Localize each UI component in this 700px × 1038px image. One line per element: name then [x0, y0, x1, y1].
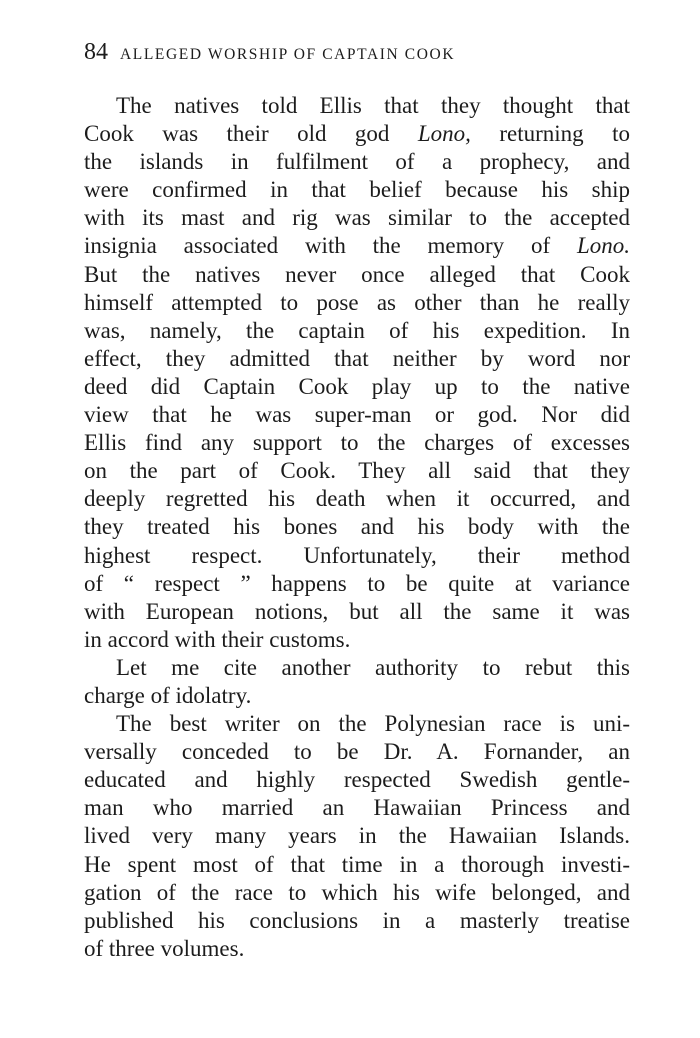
line-text: highest respect. Unfortunately, their method: [84, 542, 630, 568]
line-text: effect, they admitted that neither by word nor: [84, 345, 630, 371]
running-title: ALLEGED WORSHIP OF CAPTAIN COOK: [120, 46, 456, 63]
line-text: was, namely, the captain of his expedition. In: [84, 317, 630, 343]
line-text: versally conceded to be Dr. A. Fornander, an: [84, 739, 630, 765]
line-text: they treated his bones and his body with the: [84, 514, 630, 540]
text-line: [84, 626, 630, 654]
text-line: [84, 513, 630, 541]
text-line: [84, 429, 630, 457]
text-line: [84, 542, 630, 570]
running-head: [84, 40, 630, 74]
paragraph: [84, 654, 630, 710]
text-line: [84, 289, 630, 317]
text-line: [84, 232, 630, 260]
text-line: [84, 738, 630, 766]
text-line: [84, 401, 630, 429]
text-line: [84, 907, 630, 935]
line-text: deed did Captain Cook play up to the native: [84, 373, 630, 399]
line-text: with European notions, but all the same it was: [84, 598, 630, 624]
line-text: He spent most of that time in a thorough investi-: [84, 851, 630, 877]
line-text: with its mast and rig was similar to the accepted: [84, 205, 630, 231]
text-line: [84, 204, 630, 232]
line-text: gation of the race to which his wife belonged, and: [84, 879, 630, 905]
text-line: [84, 120, 630, 148]
line-text: The natives told Ellis that they thought that: [116, 93, 630, 118]
paragraph: [84, 92, 630, 654]
text-line: [84, 317, 630, 345]
italic-word: Lono.: [576, 233, 630, 259]
text-line: [84, 710, 630, 738]
line-text: Let me cite another authority to rebut this: [116, 654, 630, 680]
line-text: educated and highly respected Swedish gentle-: [84, 767, 630, 793]
italic-word: Lono,: [417, 121, 471, 147]
text-line: [84, 485, 630, 513]
text-line: [84, 851, 630, 879]
text-line: [84, 261, 630, 289]
book-page: [84, 40, 630, 963]
line-text: himself attempted to pose as other than he really: [84, 289, 630, 315]
line-text: of three volumes.: [84, 935, 245, 961]
line-text: of “ respect ” happens to be quite at variance: [84, 570, 630, 596]
line-text: insignia associated with the memory of: [84, 233, 577, 259]
line-text: in accord with their customs.: [84, 626, 351, 652]
text-line: [84, 176, 630, 204]
text-line: [84, 92, 630, 120]
line-text: Cook was their old god: [84, 121, 418, 147]
paragraph: [84, 710, 630, 963]
text-line: [84, 935, 630, 963]
line-text: The best writer on the Polynesian race is uni-: [116, 711, 630, 737]
line-text: lived very many years in the Hawaiian Islands.: [84, 823, 630, 849]
text-line: [84, 794, 630, 822]
line-text-after: returning to: [470, 121, 630, 147]
line-text: published his conclusions in a masterly treatise: [84, 907, 630, 933]
text-line: [84, 570, 630, 598]
line-text: deeply regretted his death when it occurred, and: [84, 486, 630, 512]
line-text: on the part of Cook. They all said that they: [84, 458, 630, 484]
text-line: [84, 766, 630, 794]
line-text: Ellis find any support to the charges of excesses: [84, 430, 630, 456]
line-text: charge of idolatry.: [84, 682, 252, 708]
line-text: view that he was super-man or god. Nor did: [84, 402, 630, 428]
line-text: were confirmed in that belief because his ship: [84, 177, 630, 203]
text-line: [84, 879, 630, 907]
body-text: [84, 92, 630, 963]
text-line: [84, 654, 630, 682]
text-line: [84, 373, 630, 401]
text-line: [84, 457, 630, 485]
text-line: [84, 822, 630, 850]
line-text: the islands in fulfilment of a prophecy, and: [84, 149, 630, 175]
text-line: [84, 148, 630, 176]
text-line: [84, 598, 630, 626]
page-number: 84: [84, 39, 108, 65]
text-line: [84, 682, 630, 710]
line-text: But the natives never once alleged that Cook: [84, 261, 630, 287]
text-line: [84, 345, 630, 373]
line-text: man who married an Hawaiian Princess and: [84, 795, 630, 821]
